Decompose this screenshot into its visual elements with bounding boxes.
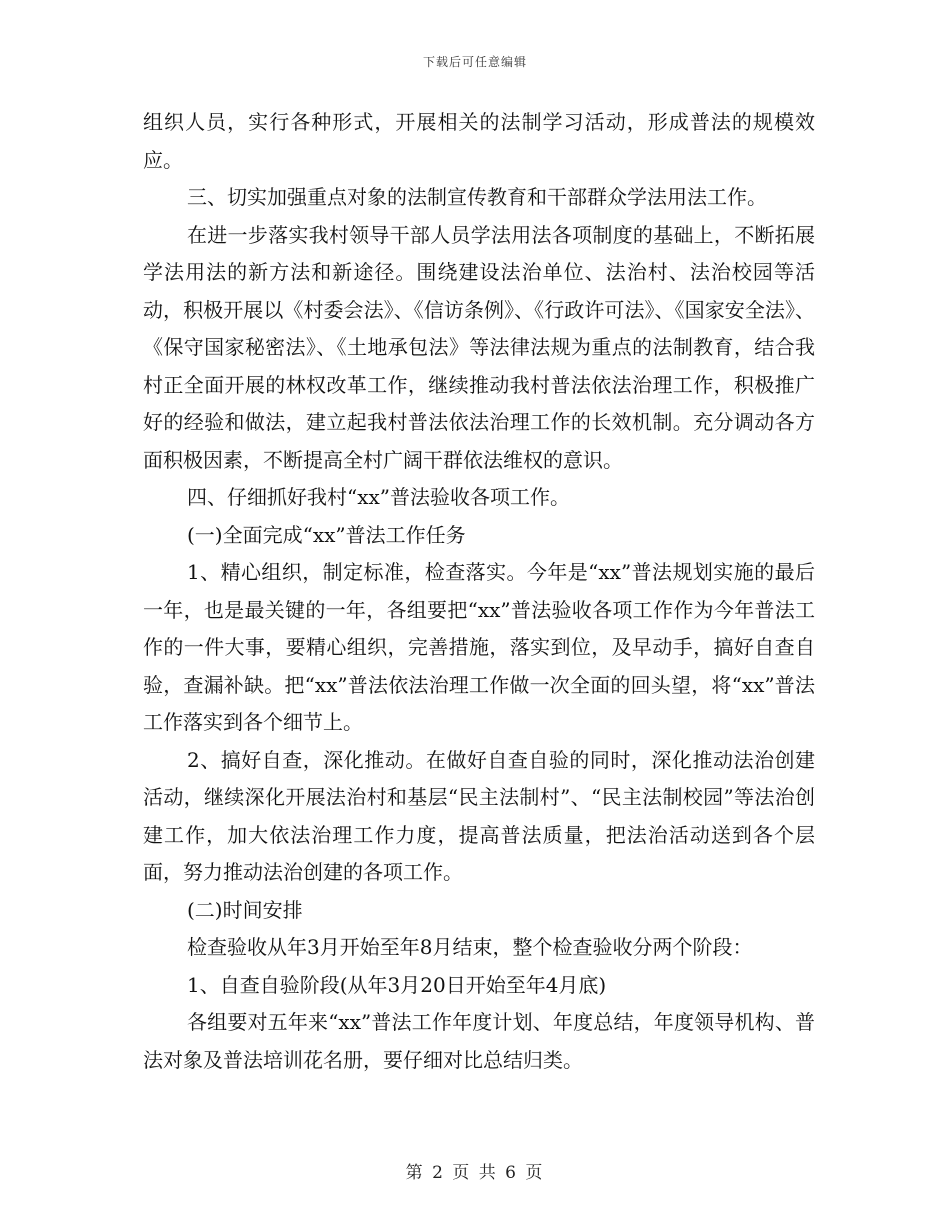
section-heading-3: 三、切实加强重点对象的法制宣传教育和干部群众学法用法工作。 <box>187 185 767 209</box>
paragraph-1: 组织人员，实行各种形式，开展相关的法制学习活动，形成普法的规模效应。 <box>143 110 815 172</box>
document-body <box>143 104 815 1079</box>
subheading-1: (一)全面完成“xx”普法工作任务 <box>187 522 466 547</box>
paragraph-item-2: 2、搞好自查，深化推动。在做好自查自验的同时，深化推动法治创建活动，继续深化开展法治村和基层“民主法制村”、“民主法制校园”等法治创建工作，加大依法治理工作力度，提高普法质量，把法治活动送到各个层面，努力推动法治创建的各项工作。 <box>143 747 815 884</box>
paragraph-phase-1: 1、自查自验阶段(从年3月20日开始至年4月底) <box>187 972 607 997</box>
section-heading-4: 四、仔细抓好我村“xx”普法验收各项工作。 <box>187 485 571 509</box>
paragraph-schedule: 检查验收从年3月开始至年8月结束，整个检查验收分两个阶段： <box>187 935 753 959</box>
paragraph-last: 各组要对五年来“xx”普法工作年度计划、年度总结，年度领导机构、普法对象及普法培训花名册，要仔细对比总结归类。 <box>143 1010 815 1072</box>
paragraph-item-1: 1、精心组织，制定标准，检查落实。今年是“xx”普法规划实施的最后一年，也是最关键的一年，各组要把“xx”普法验收各项工作作为今年普法工作的一件大事，要精心组织，完善措施，落实到位，及早动手，搞好自查自验，查漏补缺。把“xx”普法依法治理工作做一次全面的回头望，将“xx”普法工作落实到各个细节上。 <box>143 560 815 734</box>
page-number: 第 2 页 共 6 页 <box>405 1163 545 1183</box>
page-header: 下载后可任意编辑 <box>422 55 527 69</box>
paragraph-3: 在进一步落实我村领导干部人员学法用法各项制度的基础上，不断拓展学法用法的新方法和新途径。围绕建设法治单位、法治村、法治校园等活动，积极开展以《村委会法》、《信访条例》、《行政许可法》、《国家安全法》、《保守国家秘密法》、《土地承包法》等法律法规为重点的法制教育，结合我村正全面开展的林权改革工作，继续推动我村普法依法治理工作，积极推广好的经验和做法，建立起我村普法依法治理工作的长效机制。充分调动各方面积极因素，不断提高全村广阔干群依法维权的意识。 <box>143 222 815 472</box>
subheading-2: (二)时间安排 <box>187 897 303 922</box>
